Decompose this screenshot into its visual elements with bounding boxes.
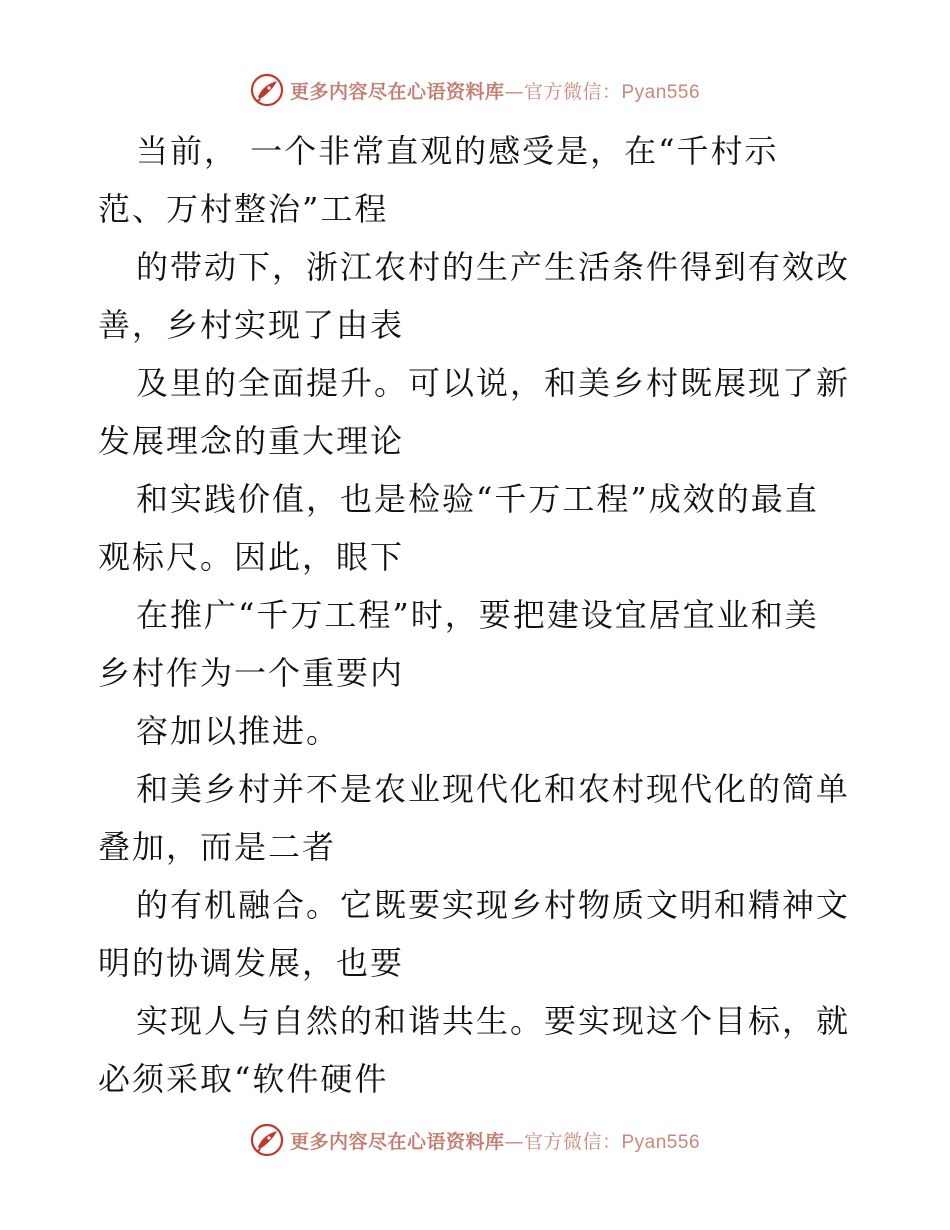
text-line: 的有机融合。它既要实现乡村物质文明和精神文 xyxy=(136,886,851,924)
watermark-wechat-label: 官方微信： xyxy=(523,1130,622,1153)
text-line: 在推广“千万工程”时，要把建设宜居宜业和美 xyxy=(136,596,819,634)
pen-nib-logo-icon xyxy=(250,1123,284,1157)
text-line: 和实践价值，也是检验“千万工程”成效的最直 xyxy=(136,480,819,518)
header-watermark xyxy=(0,70,950,110)
text-line: 善，乡村实现了由表 xyxy=(98,306,405,344)
watermark-brand: 更多内容尽在心语资料库 xyxy=(289,80,505,103)
watermark-wechat-label: 官方微信： xyxy=(523,80,622,103)
text-line: 发展理念的重大理论 xyxy=(98,422,405,460)
watermark-text xyxy=(290,1127,700,1154)
watermark-brand: 更多内容尽在心语资料库 xyxy=(289,1130,505,1153)
text-line: 观标尺。因此，眼下 xyxy=(98,538,405,576)
text-line: 的带动下，浙江农村的生产生活条件得到有效改 xyxy=(136,248,851,286)
text-line: 及里的全面提升。可以说，和美乡村既展现了新 xyxy=(136,364,851,402)
watermark-wechat-id: Pyan556 xyxy=(621,1131,701,1153)
text-line: 容加以推进。 xyxy=(136,712,341,750)
text-line: 乡村作为一个重要内 xyxy=(98,654,405,692)
footer-watermark xyxy=(0,1120,950,1160)
watermark-separator: — xyxy=(504,1130,524,1153)
pen-nib-logo-icon xyxy=(250,73,284,107)
text-line: 范、万村整治”工程 xyxy=(98,190,389,228)
text-line: 叠加，而是二者 xyxy=(98,828,337,866)
document-body xyxy=(98,122,858,1108)
watermark-text xyxy=(290,77,700,104)
watermark-separator: — xyxy=(504,80,524,103)
text-line: 实现人与自然的和谐共生。要实现这个目标，就 xyxy=(136,1002,851,1040)
text-line: 必须采取“软件硬件 xyxy=(98,1060,389,1098)
text-line: 和美乡村并不是农业现代化和农村现代化的简单 xyxy=(136,770,851,808)
text-line: 当前， 一个非常直观的感受是，在“千村示 xyxy=(136,132,779,170)
watermark-wechat-id: Pyan556 xyxy=(621,81,701,103)
text-line: 明的协调发展，也要 xyxy=(98,944,405,982)
